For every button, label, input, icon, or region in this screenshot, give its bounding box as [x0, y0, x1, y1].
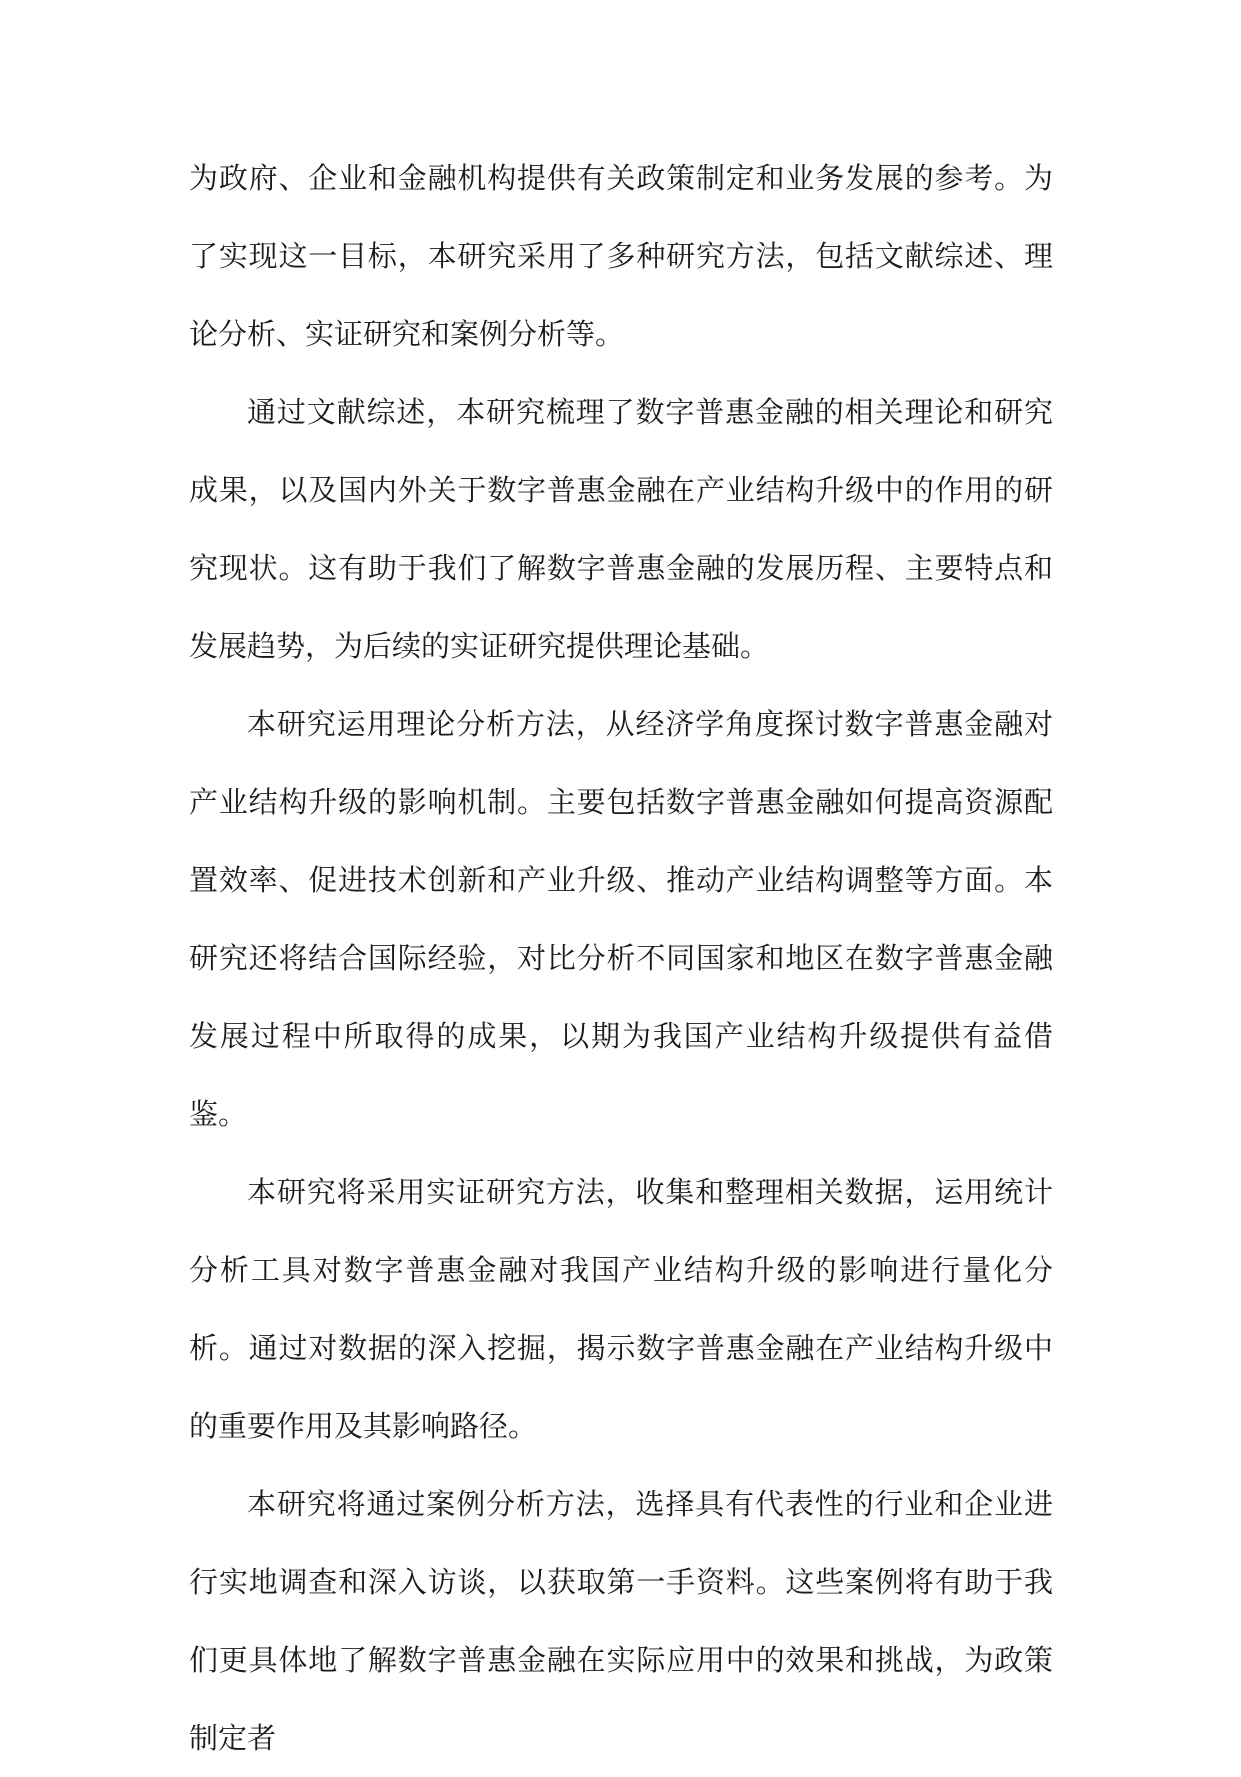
document-body: [189, 139, 1053, 1777]
paragraph-empirical-research: 本研究将采用实证研究方法，收集和整理相关数据，运用统计分析工具对数字普惠金融对我国产业结构升级的影响进行量化分析。通过对数据的深入挖掘，揭示数字普惠金融在产业结构升级中的重要作用及其影响路径。: [189, 1175, 1053, 1443]
paragraph-continuation: 为政府、企业和金融机构提供有关政策制定和业务发展的参考。为了实现这一目标，本研究采用了多种研究方法，包括文献综述、理论分析、实证研究和案例分析等。: [189, 161, 1053, 351]
paragraph-theoretical-analysis: 本研究运用理论分析方法，从经济学角度探讨数字普惠金融对产业结构升级的影响机制。主要包括数字普惠金融如何提高资源配置效率、促进技术创新和产业升级、推动产业结构调整等方面。本研究还将结合国际经验，对比分析不同国家和地区在数字普惠金融发展过程中所取得的成果，以期为我国产业结构升级提供有益借鉴。: [189, 707, 1053, 1131]
paragraph-literature-review: 通过文献综述，本研究梳理了数字普惠金融的相关理论和研究成果，以及国内外关于数字普惠金融在产业结构升级中的作用的研究现状。这有助于我们了解数字普惠金融的发展历程、主要特点和发展趋势，为后续的实证研究提供理论基础。: [189, 395, 1053, 663]
paragraph-case-analysis: 本研究将通过案例分析方法，选择具有代表性的行业和企业进行实地调查和深入访谈，以获取第一手资料。这些案例将有助于我们更具体地了解数字普惠金融在实际应用中的效果和挑战，为政策制定者: [189, 1487, 1053, 1755]
